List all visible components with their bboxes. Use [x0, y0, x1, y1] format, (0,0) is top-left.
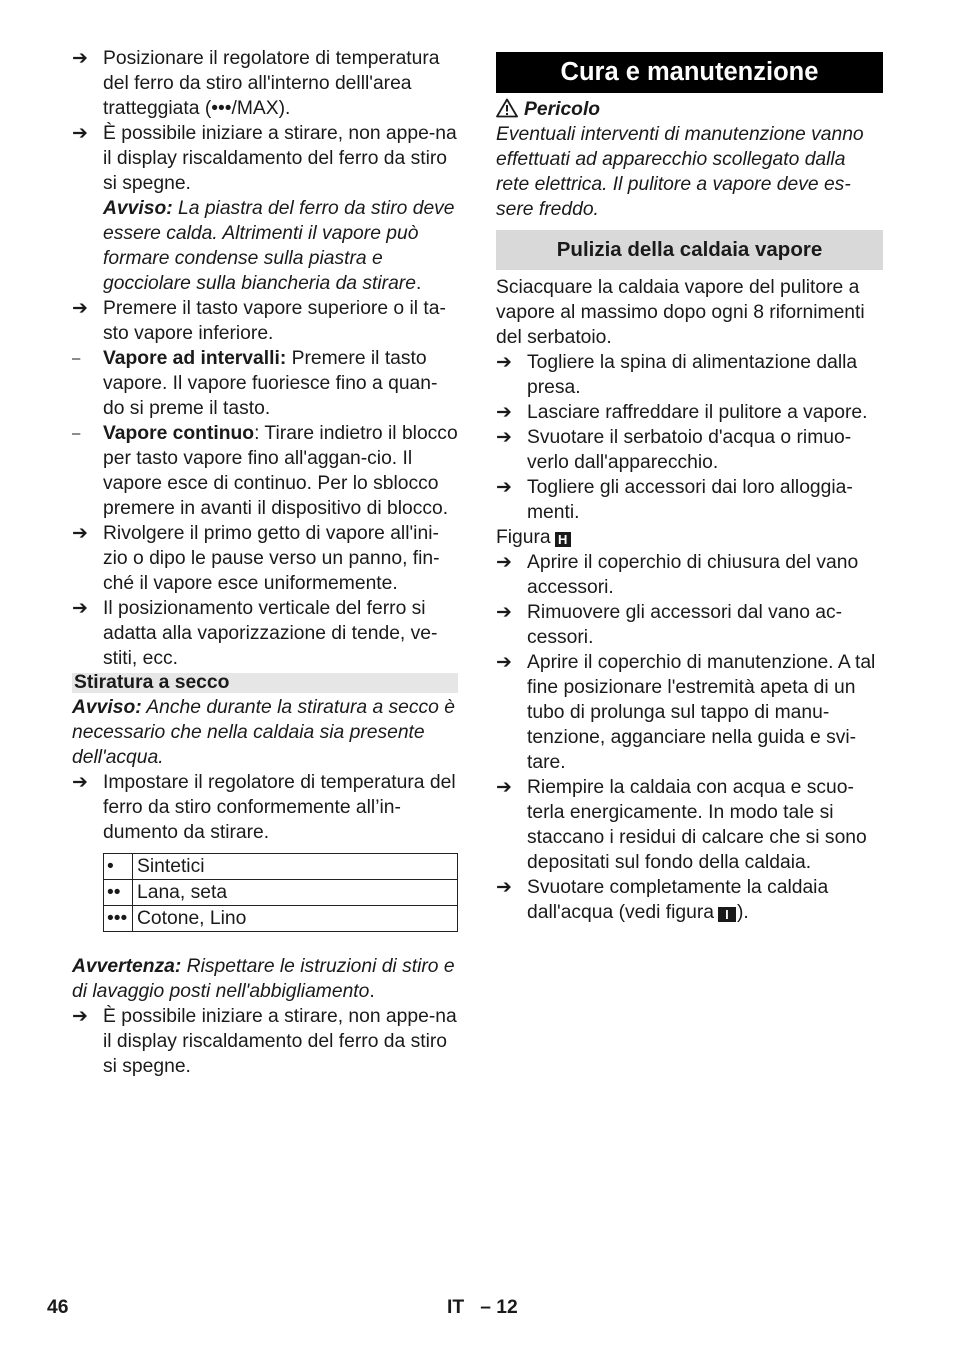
arrow-right-icon: ➔ — [72, 123, 88, 144]
arrow-right-icon: ➔ — [496, 777, 512, 798]
text-run: Premere il tasto vapore. Il vapore fuoriesce fino a quan-do si preme il tasto. — [103, 348, 438, 419]
list-item — [72, 346, 458, 421]
text-run: . — [369, 981, 375, 1002]
list-item-text — [103, 123, 457, 194]
text-run: Posizionare il regolatore di temperatura del ferro da stiro all'interno delll'area tratteggiata (•••/MAX). — [103, 48, 440, 119]
arrow-right-icon: ➔ — [72, 1006, 88, 1027]
instruction-list — [72, 46, 458, 196]
list-item — [72, 596, 458, 671]
dash-bullet: – — [72, 425, 81, 442]
list-item-text: Svuotare completamente la caldaia dall'acqua (vedi figura — [527, 877, 829, 923]
left-column — [72, 46, 458, 1079]
list-item — [496, 775, 883, 875]
temperature-dots: •• — [104, 880, 133, 906]
instruction-list — [72, 1004, 458, 1079]
arrow-right-icon: ➔ — [72, 598, 88, 619]
arrow-right-icon: ➔ — [496, 652, 512, 673]
figure-h-box: H — [555, 532, 571, 547]
text-run: La piastra del ferro da stiro deve essere calda. Altrimenti il vapore può formare condense sulla piastra e gocciolare sulla biancheria da stirare — [103, 198, 455, 294]
text-run: È possibile iniziare a stirare, non appe-na il display riscaldamento del ferro da stiro si spegne. — [103, 1006, 457, 1077]
list-item — [72, 296, 458, 346]
arrow-right-icon: ➔ — [496, 352, 512, 373]
list-item-text — [527, 777, 867, 873]
table-row — [104, 906, 458, 932]
fabric-type: Lana, seta — [133, 880, 458, 906]
arrow-right-icon: ➔ — [496, 477, 512, 498]
text-run: . — [415, 273, 422, 294]
text-run: Il posizionamento verticale del ferro si adatta alla vaporizzazione di tende, ve-stiti, ecc. — [103, 598, 438, 669]
danger-label: Pericolo — [524, 99, 601, 120]
list-item — [72, 46, 458, 121]
text-run: Rivolgere il primo getto di vapore all'ini-zio o dipo le pause verso un panno, fin-ché il vapore esce uniformemente. — [103, 523, 440, 594]
page-number: 46 — [47, 1297, 69, 1318]
boiler-cleaning-heading: Pulizia della caldaia vapore — [496, 230, 883, 270]
list-item — [496, 400, 883, 425]
list-item-text — [103, 298, 446, 344]
text-run: Avviso: — [103, 198, 173, 219]
arrow-right-icon: ➔ — [496, 427, 512, 448]
arrow-right-icon: ➔ — [496, 877, 512, 898]
text-run: Rispettare le istruzioni di stiro e di lavaggio posti nell'abbigliamento — [72, 956, 455, 1002]
text-run: : Tirare indietro il blocco per tasto vapore fino all'aggan-cio. Il vapore esce di continuo. Per lo sblocco premere in avanti il dispositivo di blocco. — [103, 423, 458, 519]
section-title: Cura e manutenzione — [496, 52, 883, 93]
text-run: Aprire il coperchio di manutenzione. A tal fine posizionare l'estremità apeta di un tubo di prolunga sul tappo di manu-tenzione, agganciare nella guida e svi-tare. — [527, 652, 876, 773]
intro-paragraph: Sciacquare la caldaia vapore del pulitore a vapore al massimo dopo ogni 8 rifornimenti del serbatoio. — [496, 277, 865, 348]
table-row — [104, 854, 458, 880]
list-item — [72, 421, 458, 521]
dash-bullet: – — [72, 350, 81, 367]
language-page-label: IT – 12 — [447, 1297, 518, 1318]
list-item — [496, 475, 883, 525]
list-item — [496, 875, 883, 925]
text-run: Impostare il regolatore di temperatura del ferro da stiro conformemente all’in-dumento da stirare. — [103, 772, 456, 843]
arrow-right-icon: ➔ — [72, 772, 88, 793]
list-item-text — [527, 602, 842, 648]
figure-reference — [496, 525, 883, 550]
danger-text: Eventuali interventi di manutenzione vanno effettuati ad apparecchio scollegato dalla rete elettrica. Il pulitore a vapore deve es-sere freddo. — [496, 124, 864, 220]
list-item-text — [103, 772, 456, 843]
text-run: Togliere gli accessori dai loro alloggia-menti. — [527, 477, 853, 523]
note-paragraph — [72, 196, 458, 296]
text-run: Togliere la spina di alimentazione dalla presa. — [527, 352, 858, 398]
arrow-right-icon: ➔ — [72, 298, 88, 319]
list-item-text — [527, 402, 867, 423]
list-item — [72, 1004, 458, 1079]
temperature-dots: ••• — [104, 906, 133, 932]
note-paragraph — [72, 695, 458, 770]
text-run: Anche durante la stiratura a secco è necessario che nella caldaia sia presente dell'acqua. — [72, 697, 455, 768]
list-item-text — [103, 1006, 457, 1077]
text-run: Aprire il coperchio di chiusura del vano accessori. — [527, 552, 859, 598]
list-item — [496, 425, 883, 475]
text-run: È possibile iniziare a stirare, non appe-na il display riscaldamento del ferro da stiro si spegne. — [103, 123, 457, 194]
danger-label-line — [496, 97, 883, 122]
list-item — [496, 650, 883, 775]
list-item-text — [103, 48, 440, 119]
fabric-type: Sintetici — [133, 854, 458, 880]
list-item-text — [527, 427, 851, 473]
list-item-text — [103, 598, 437, 669]
text-run: Lasciare raffreddare il pulitore a vapore. — [527, 402, 868, 423]
text-run: Premere il tasto vapore superiore o il ta-sto vapore inferiore. — [103, 298, 446, 344]
text-run: Avviso: — [72, 697, 142, 718]
arrow-right-icon: ➔ — [72, 523, 88, 544]
arrow-right-icon: ➔ — [496, 552, 512, 573]
list-item-text — [527, 552, 858, 598]
text-run: Rimuovere gli accessori dal vano ac-cessori. — [527, 602, 843, 648]
figure-label: Figura — [496, 527, 551, 548]
right-column — [496, 46, 883, 925]
list-item-text — [527, 477, 853, 523]
fabric-type: Cotone, Lino — [133, 906, 458, 932]
text-run: Avvertenza: — [72, 956, 182, 977]
list-item — [496, 550, 883, 600]
instruction-list — [72, 770, 458, 845]
instruction-list — [496, 350, 883, 525]
list-item — [72, 121, 458, 196]
list-item — [496, 350, 883, 400]
arrow-right-icon: ➔ — [496, 402, 512, 423]
table-row — [104, 880, 458, 906]
instruction-list — [72, 296, 458, 671]
list-item — [72, 521, 458, 596]
warning-paragraph — [72, 954, 458, 1004]
dry-ironing-heading: Stiratura a secco — [72, 673, 458, 693]
temperature-table — [103, 853, 458, 932]
figure-i-box: I — [718, 907, 736, 922]
list-item-text — [103, 348, 437, 419]
temperature-dots: • — [104, 854, 133, 880]
list-item-text-end: ). — [736, 902, 749, 923]
list-item-text — [527, 652, 875, 773]
list-item-text — [527, 352, 857, 398]
arrow-right-icon: ➔ — [72, 48, 88, 69]
warning-triangle-icon — [496, 98, 518, 118]
list-item — [496, 600, 883, 650]
text-run: Vapore continuo — [103, 423, 255, 444]
list-item-text — [103, 423, 458, 519]
list-item-text — [103, 523, 440, 594]
text-run: Svuotare il serbatoio d'acqua o rimuo-verlo dall'apparecchio. — [527, 427, 852, 473]
instruction-list — [496, 550, 883, 875]
arrow-right-icon: ➔ — [496, 602, 512, 623]
text-run: Vapore ad intervalli: — [103, 348, 287, 369]
list-item — [72, 770, 458, 845]
text-run: Riempire la caldaia con acqua e scuo-terla energicamente. In modo tale si staccano i residui di calcare che si sono depositati sul fondo della caldaia. — [527, 777, 867, 873]
